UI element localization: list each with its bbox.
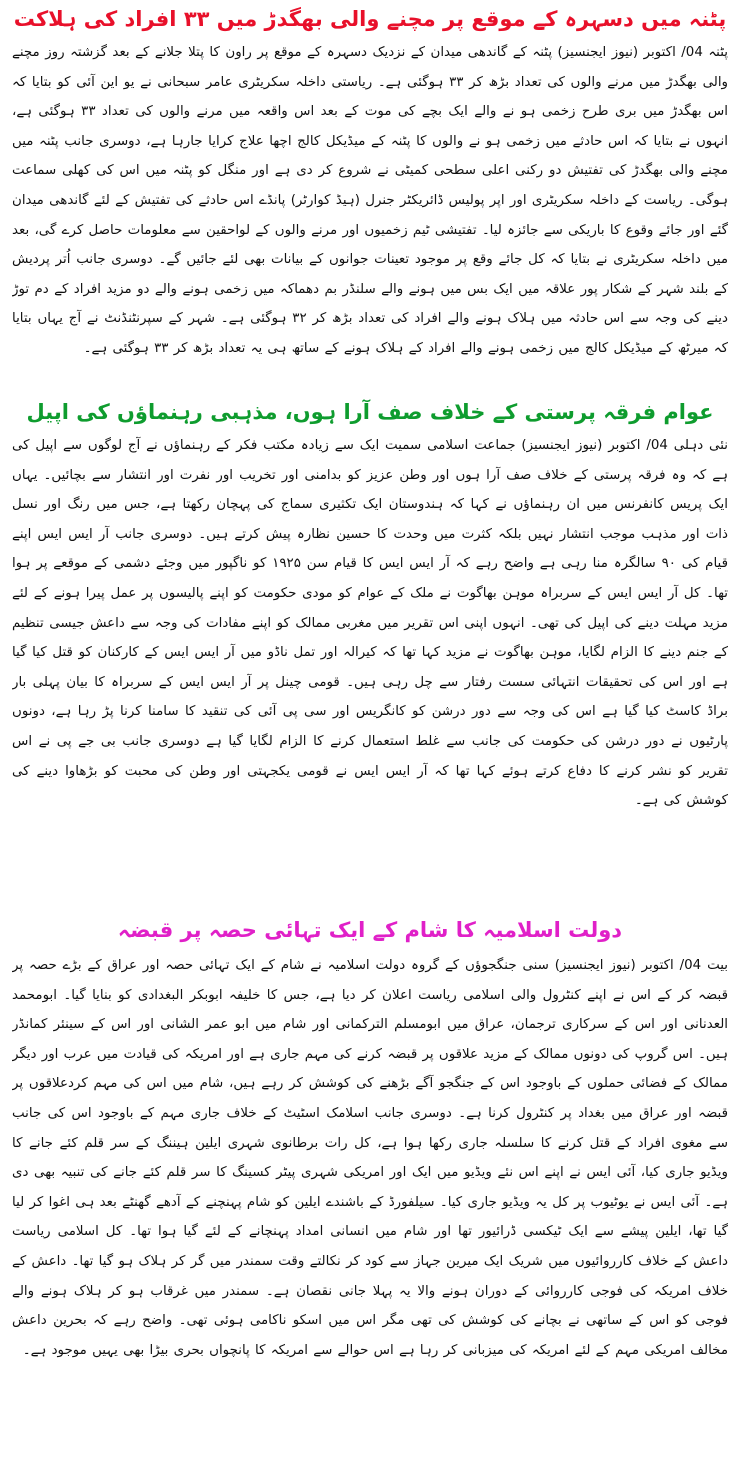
article-body-communalism-appeal: نئی دہلی 04/ اکتوبر (نیوز ایجنسیز) جماعت اسلامی سمیت ایک سے زیادہ مکتب فکر کے رہنماؤں نے آج لوگوں سے اپیل کی ہے کہ وہ فرقہ پرستی کے خلاف صف آرا ہوں اور وطن عزیز کو بدامنی اور تخریب اور نفرت اور انتشار سے بچائیں۔ یہاں ایک پریس کانفرنس میں ان رہنماؤں نے کہا کہ ہندوستان ایک تکثیری سماج کی پہچان رکھتا ہے، جس میں رنگ اور نسل ذات اور مذہب موجب انتشار نہیں بلکہ کثرت میں وحدت کا حسین نظارہ پیش کرتے ہیں۔ دوسری جانب آر ایس ایس اپنے قیام کی ۹۰ سالگرہ منا رہی ہے واضح رہے کہ آر ایس ایس کا قیام سن ۱۹۲۵ کو ناگپور میں وجئے دشمی کے موقعے پر ہوا تھا۔ کل آر ایس ایس کے سربراہ موہن بھاگوت نے ملک کے عوام کو مودی حکومت کو اپنے پالیسوں پر عمل پیرا ہونے کے لئے مزید مہلت دینے کی اپیل کی تھی۔ انہوں اپنی اس تقریر میں مغربی ممالک کو اپنے مفادات کی وجہ سے داعش جیسی تنظیم کے جنم دینے کا الزام لگایا، موہن بھاگوت نے مزید کہا تھا کہ کیرالہ اور تمل ناڈو میں آر ایس ایس کے کارکنان کو قتل کیا گیا ہے اور اس کی تحقیقات انتہائی سست رفتار سے چل رہی ہیں۔ قومی چینل پر آر ایس ایس کے سربراہ کا بیان پہلی بار براڈ کاسٹ کیا گیا ہے اس کی وجہ سے دور درشن کو کانگریس اور سی پی آئی کی تنقید کا سامنا کرنا پڑ رہا ہے، دونوں پارٹیوں نے دور درشن کی حکومت کی جانب سے غلط استعمال کرنے کا الزام لگایا گیا ہے دوسری جانب بی جے پی نے اس تقریر کو نشر کرنے کا دفاع کرتے ہوئے کہا تھا کہ آر ایس ایس نے قومی یکجہتی اور وطن کی محبت کو بڑھاوا دینے کی کوشش کی ہے۔ <box>12 438 728 809</box>
article-body-stampede: پٹنہ 04/ اکتوبر (نیوز ایجنسیز) پٹنہ کے گاندھی میدان کے نزدیک دسہرہ کے موقع پر راون کا پتلا جلانے کے بعد گزشتہ روز مچنے والی بھگدڑ میں مرنے والوں کی تعداد بڑھ کر ۳۳ ہوگئی ہے۔ ریاستی داخلہ سکریٹری عامر سبحانی نے یو این آئی کو بتایا کہ اس بھگدڑ میں بری طرح زخمی ہو نے والے ایک بچے کی موت کے بعد اس واقعہ میں مرنے والوں کی تعداد ۳۳ ہوگئی ہے، انہوں نے بتایا کہ اس حادثے میں زخمی ہو نے والوں کا پٹنہ کے میڈیکل کالج اچھا علاج کرایا جارہا ہے، دوسری جانب پٹنہ میں مچنے والی بھگدڑ کی تفتیش دو رکنی اعلی سطحی کمیٹی نے شروع کر دی ہے اور منگل کو پٹنہ میں اس کی کھلی سماعت ہوگی۔ ریاست کے داخلہ سکریٹری اور اپر پولیس ڈائریکٹر جنرل (ہیڈ کوارٹر) پانڈے اس حادثے کی تفتیش کے لئے گاندھی میدان گئے اور جائے وقوع کا باریکی سے جائزہ لیا۔ تفتیشی ٹیم زخمیوں اور مرنے والوں کے لواحقین سے معلومات حاصل کرے گی، بعد میں داخلہ سکریٹری نے بتایا کہ کل جائے وقع پر موجود تعینات جوانوں کے بیانات بھی لئے جائیں گے۔ دوسری جانب اُتر پردیش کے بلند شہر کے شکار پور علاقہ میں ایک بس میں ہونے والے سلنڈر بم دھماکہ میں زخمی ہونے والے دو مزید افراد کے دم توڑ دینے کی وجہ سے اس حادثہ میں ہلاک ہونے والے افراد کی تعداد بڑھ کر ۳۲ ہوگئی ہے۔ شہر کے سپرنٹنڈنٹ نے آج یہاں بتایا کہ میرٹھ کے میڈیکل کالج میں زخمی ہونے والے افراد کے ہلاک ہونے کے ساتھ ہی یہ تعداد بڑھ کر ۳۳ ہوگئی ہے۔ <box>12 45 728 356</box>
headline-communalism-appeal: عوام فرقہ پرستی کے خلاف صف آرا ہوں، مذہبی رہنماؤں کی اپیل <box>26 400 714 424</box>
headline-islamic-state: دولت اسلامیہ کا شام کے ایک تہائی حصہ پر قبضہ <box>117 918 623 942</box>
news-article-stampede <box>12 4 728 393</box>
headline-stampede: پٹنہ میں دسہرہ کے موقع پر مچنے والی بھگدڑ میں ۳۳ افراد کی ہلاکت <box>13 7 727 31</box>
article-body-islamic-state: بیت 04/ اکتوبر (نیوز ایجنسیز) سنی جنگجوؤں کے گروہ دولت اسلامیہ نے شام کے ایک تہائی حصہ اور عراق کے بڑے حصہ پر قبضہ کر کے اس نے اپنے کنٹرول والی اسلامی ریاست اعلان کر دیا ہے، جس کا خلیفہ ابوبکر البغدادی کو بنایا گیا۔ ابومحمد العدنانی اور اس کے سرکاری ترجمان، عراق میں ابومسلم الترکمانی اور شام میں ابو عمر الشانی اور اس کے سینئر کمانڈر ہیں۔ اس گروپ کی دونوں ممالک کے مزید علاقوں پر قبضہ کرنے کی مہم جاری ہے اور امریکہ کی قیادت میں عرب اور دیگر ممالک کے فضائی حملوں کے باوجود اس کے جنگجو آگے بڑھنے کی کوشش کر رہے ہیں، شام میں اس کی مہم کردعلاقوں پر قبضہ اور عراق میں بغداد پر کنٹرول کرنا ہے۔ دوسری جانب اسلامک اسٹیٹ کے خلاف جاری مہم کے باوجود اس کی جانب سے مغوی افراد کے قتل کرنے کا سلسلہ جاری رکھا ہوا ہے، کل رات برطانوی شہری ایلین ہیننگ کے سر قلم کئے جانے کا ویڈیو جاری کیا، آئی ایس نے اپنے اس نئے ویڈیو میں ایک اور امریکی شہری پیٹر کسینگ کا سر قلم کئے جانے کی تنبیہ بھی دی ہے۔ آئی ایس نے یوٹیوب پر کل یہ ویڈیو جاری کیا۔ سیلفورڈ کے باشندے ایلین کو شام پہنچنے کے آدھے گھنٹے بعد ہی اغوا کر لیا گیا تھا، ایلین پیشے سے ایک ٹیکسی ڈرائیور تھا اور شام میں انسانی امداد پہنچانے کے لئے گیا ہوا تھا۔ کل اسلامی ریاست داعش کے خلاف کارروائیوں میں شریک ایک میرین جہاز سے کود کر نکالتے وقت سمندر میں گر کر ہلاک ہو گیا تھا۔ داعش کے خلاف امریکہ کی فوجی کارروائی کے دوران ہونے والا یہ پہلا جانی نقصان ہے۔ سمندر میں غرقاب ہو کر ہلاک ہونے والے فوجی کو اس کے ساتھی نے بچانے کی کوشش کی تھی مگر اس میں اسکو ناکامی ہوئی تھی۔ واضح رہے کہ بحرین داعش مخالف امریکی مہم کے لئے امریکہ کی میزبانی کر رہا ہے اس حوالے سے امریکہ کا پانچواں بحری بیڑا بھی یہیں موجود ہے۔ <box>12 958 728 1358</box>
news-article-islamic-state <box>12 915 728 1480</box>
news-article-communalism-appeal <box>12 397 728 905</box>
